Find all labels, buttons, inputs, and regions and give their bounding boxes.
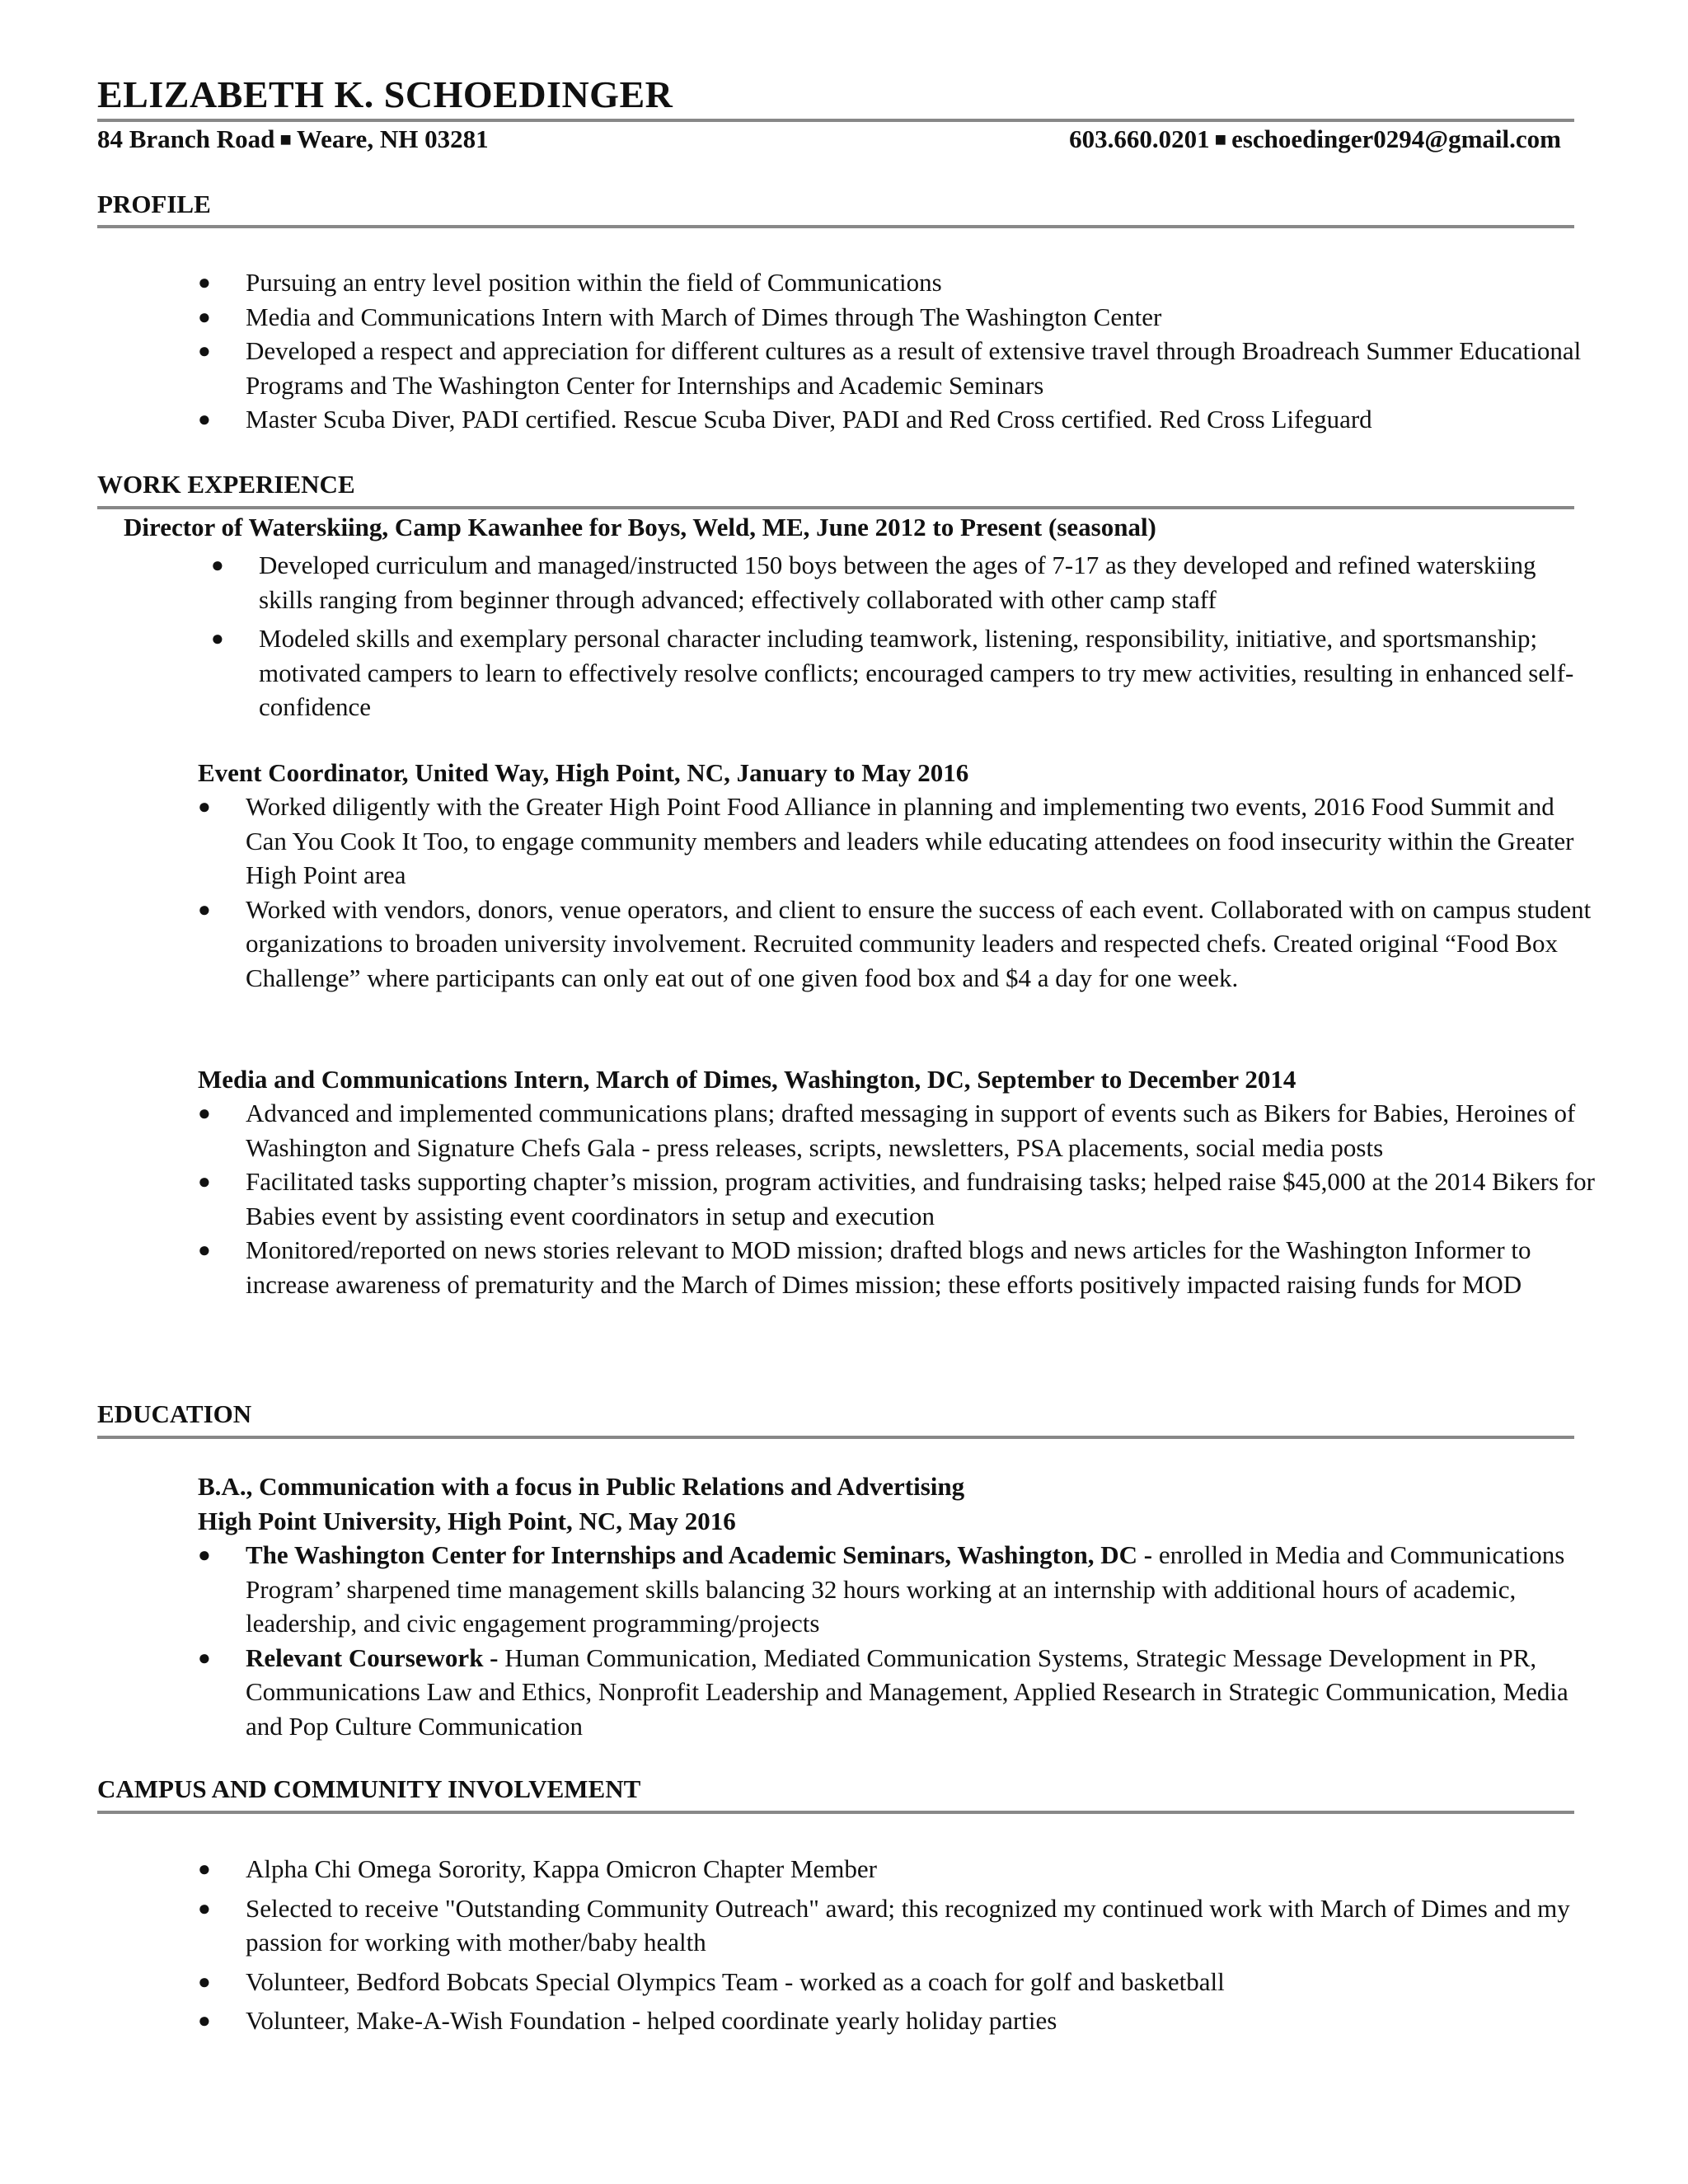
job-bullet: ● Monitored/reported on news stories relevant to MOD mission; drafted blogs and news articles for the Washington Informer to increase awareness of prematurity and the March of Dimes mission; these efforts positively impacted raising funds for MOD [198,1235,1531,1299]
education-item: ● Relevant Coursework - Human Communication, Mediated Communication Systems, Strategic Message Development in PR, Communications Law and Ethics, Nonprofit Leadership and Management, Applied Research in Strategic Communication, Media and Pop Culture Communication [198,1643,1568,1741]
section-title-involvement: CAMPUS AND COMMUNITY INVOLVEMENT [97,1774,641,1803]
job-heading: Event Coordinator, United Way, High Point, NC, January to May 2016 [198,758,969,787]
job-entry [198,1062,1599,1097]
involvement-list [198,1852,1615,2038]
section-title-profile: PROFILE [97,190,211,218]
job-bullets [211,548,1587,724]
job-bullet: ● Worked diligently with the Greater High Point Food Alliance in planning and implementing two events, 2016 Food Summit and Can You Cook It Too, to engage community members and leaders while educating attendees on food insecurity within the Greater High Point area [198,792,1574,889]
involvement-item: ● Volunteer, Bedford Bobcats Special Olympics Team - worked as a coach for golf and basketball [198,1966,1225,1996]
address [97,124,489,154]
section-title-education: EDUCATION [97,1399,252,1428]
resume-name: ELIZABETH K. SCHOEDINGER [97,73,673,115]
profile-item: ● Pursuing an entry level position within the field of Communications [198,268,942,297]
email-address: eschoedinger0294@gmail.com [1231,124,1561,153]
job-bullet: ● Advanced and implemented communications plans; drafted messaging in support of events such as Bikers for Babies, Heroines of Washington and Signature Chefs Gala - press releases, scripts, newsletters, PSA placements, social media posts [198,1099,1576,1162]
address-street: 84 Branch Road [97,124,275,153]
job-bullets [198,790,1599,995]
job-heading: Director of Waterskiing, Camp Kawanhee for Boys, Weld, ME, June 2012 to Present (seasonal) [124,513,1156,541]
job-entry [198,756,1599,790]
involvement-item: ● Alpha Chi Omega Sorority, Kappa Omicron Chapter Member [198,1854,877,1883]
profile-item: ● Master Scuba Diver, PADI certified. Rescue Scuba Diver, PADI and Red Cross certified. Red Cross Lifeguard [198,405,1372,434]
phone-number: 603.660.0201 [1069,124,1210,153]
profile-item: ● Media and Communications Intern with March of Dimes through The Washington Center [198,302,1162,331]
header-divider [97,119,1574,122]
degree: B.A., Communication with a focus in Public Relations and Advertising [198,1472,965,1501]
work-divider [97,506,1574,509]
education-item: ● The Washington Center for Internships and Academic Seminars, Washington, DC - enrolled in Media and Communications Program’ sharpened time management skills balancing 32 hours working at an internship with additional hours of academic, leadership, and civic engagement programming/projects [198,1540,1565,1638]
job-bullets [198,1096,1599,1301]
job-bullet: ● Modeled skills and exemplary personal character including teamwork, listening, responsibility, initiative, and sportsmanship; motivated campers to learn to effectively resolve conflicts; encouraged campers to try mew activities, resulting in enhanced self-confidence [211,624,1574,721]
job-bullet: ● Developed curriculum and managed/instructed 150 boys between the ages of 7-17 as they developed and refined waterskiing skills ranging from beginner through advanced; effectively collaborated with other camp staff [211,551,1536,614]
profile-divider [97,225,1574,228]
contact-info [1069,124,1561,154]
profile-item: ● Developed a respect and appreciation for different cultures as a result of extensive travel through Broadreach Summer Educational Programs and The Washington Center for Internships and Academic Seminars [198,336,1582,400]
involvement-item: ● Selected to receive "Outstanding Community Outreach" award; this recognized my continued work with March of Dimes and my passion for working with mother/baby health [198,1893,1570,1957]
job-heading: Media and Communications Intern, March of Dimes, Washington, DC, September to December 2014 [198,1065,1296,1094]
section-title-work-experience: WORK EXPERIENCE [97,470,355,499]
job-bullet: ● Worked with vendors, donors, venue operators, and client to ensure the success of each event. Collaborated with on campus student organizations to broaden university involvement. Recruited community leaders and respected chefs. Created original “Food Box Challenge” where participants can only eat out of one given food box and $4 a day for one week. [198,894,1592,992]
separator-square: ■ [279,129,292,151]
address-city: Weare, NH 03281 [296,124,489,153]
profile-list [198,265,1632,437]
job-bullet: ● Facilitated tasks supporting chapter’s mission, program activities, and fundraising tasks; helped raise $45,000 at the 2014 Bikers for Babies event by assisting event coordinators in setup and execution [198,1167,1595,1230]
job-entry [124,510,1574,545]
education-divider [97,1436,1574,1439]
education-entry [198,1469,1599,1743]
involvement-divider [97,1811,1574,1814]
separator-square: ■ [1214,129,1227,151]
school: High Point University, High Point, NC, May 2016 [198,1506,736,1535]
involvement-item: ● Volunteer, Make-A-Wish Foundation - helped coordinate yearly holiday parties [198,2006,1057,2035]
